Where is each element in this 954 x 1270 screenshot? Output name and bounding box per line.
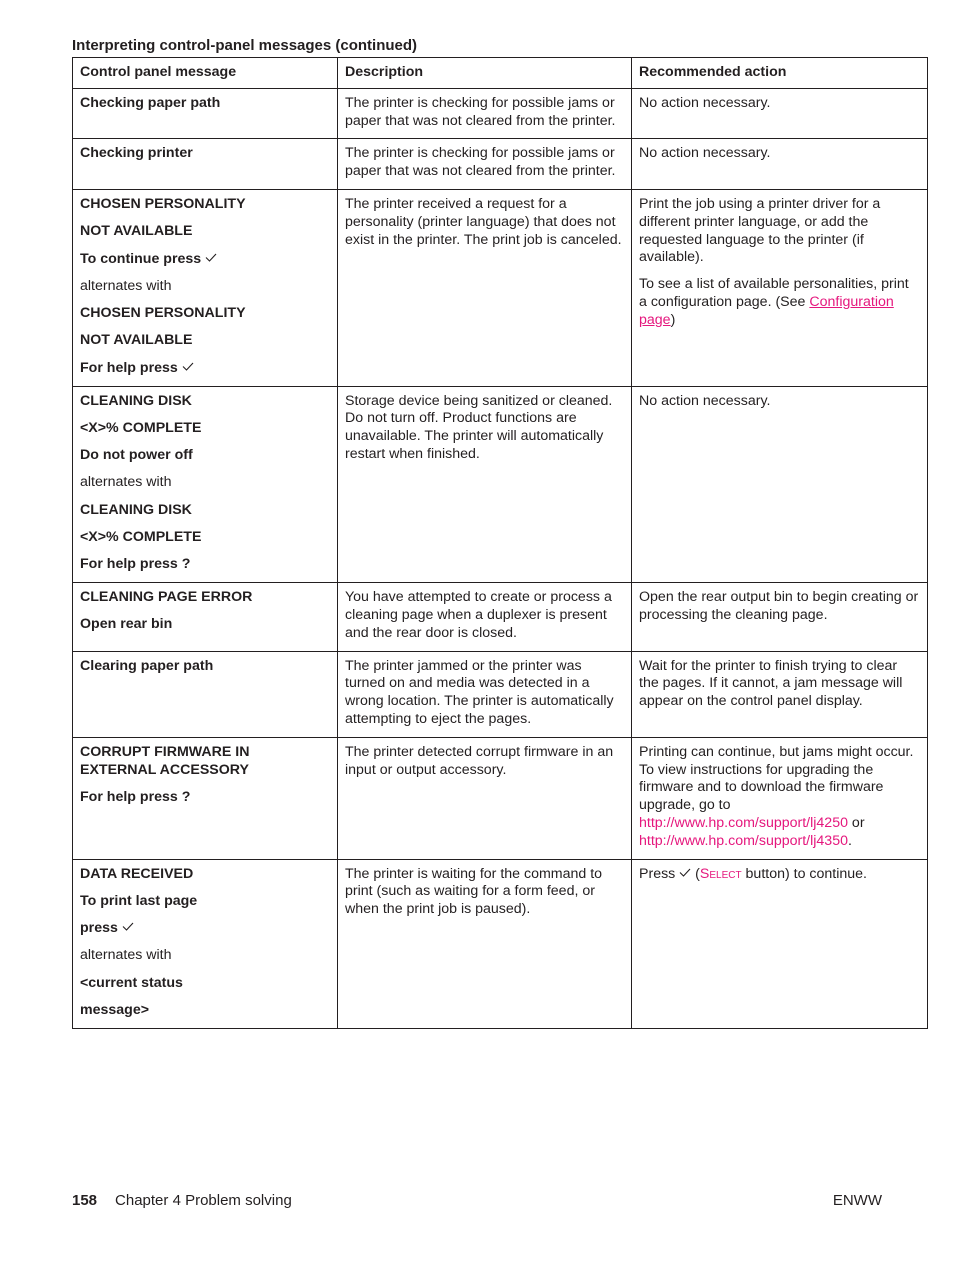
action-paragraph [639,276,920,329]
message-line: <X>% COMPLETE [80,419,202,436]
message-cell [73,386,338,583]
action-cell: No action necessary. [632,139,928,190]
message-line [80,360,330,378]
message-line [80,789,330,807]
message-cell [73,189,338,386]
table-header-row [73,58,928,89]
message-line: CHOSEN PERSONALITY [80,305,246,322]
lj4250-support-link[interactable]: http://www.hp.com/support/lj4250 [639,814,848,831]
action-text: Press [639,865,676,882]
message-line [80,920,330,938]
message-text: press [80,920,118,937]
lj4350-support-link[interactable]: http://www.hp.com/support/lj4350 [639,832,848,849]
message-text: For help press [80,788,178,805]
message-line [80,251,330,269]
action-text: . [847,832,852,849]
message-cell [73,583,338,651]
message-line: Checking printer [80,145,193,162]
action-cell [632,737,928,859]
action-cell: No action necessary. [632,386,928,583]
checkmark-icon [205,253,217,262]
help-key-icon: ? [181,556,191,573]
messages-table [72,57,928,1029]
message-line: To print last page [80,892,198,909]
table-caption: Interpreting control-panel messages (continued) [72,37,418,54]
action-paragraph: Print the job using a printer driver for a different printer language, or add the requested language to the printer (if available). [639,195,881,266]
message-cell [73,88,338,139]
help-key-icon: ? [181,788,191,805]
message-line [80,556,330,574]
description-cell: The printer received a request for a personality (printer language) that does not exist in the printer. The print job is canceled. [338,189,632,386]
message-line: CLEANING PAGE ERROR [80,589,253,606]
message-cell [73,859,338,1028]
message-line: Clearing paper path [80,657,214,674]
action-text: ( [691,865,700,882]
message-line: DATA RECEIVED [80,865,194,882]
message-line: EXTERNAL ACCESSORY [80,761,249,778]
message-line: alternates with [80,277,172,294]
action-cell: Wait for the printer to finish trying to clear the pages. If it cannot, a jam message will appear on the control panel display. [632,651,928,737]
header-control-panel-message: Control panel message [73,58,338,89]
message-text: For help press [80,556,178,573]
message-line: CLEANING DISK [80,392,192,409]
message-text: To continue press [80,250,202,267]
select-key-label: Select [699,865,742,882]
table-row [73,139,928,190]
table-row [73,189,928,386]
message-text: For help press [80,359,178,376]
chapter-title: Chapter 4 Problem solving [115,1192,292,1209]
description-cell: The printer is waiting for the command to print (such as waiting for a form feed, or when the print job is paused). [338,859,632,1028]
message-line: Do not power off [80,447,193,464]
header-recommended-action: Recommended action [632,58,928,89]
action-cell: Open the rear output bin to begin creating or processing the cleaning page. [632,583,928,651]
description-cell: The printer is checking for possible jams or paper that was not cleared from the printer. [338,139,632,190]
action-cell [632,859,928,1028]
message-cell [73,139,338,190]
table-row [73,88,928,139]
configuration-page-link[interactable]: Configuration page [639,293,894,328]
table-row [73,386,928,583]
message-line: Open rear bin [80,616,173,633]
action-text: ) [670,311,676,328]
description-cell: The printer detected corrupt firmware in an input or output accessory. [338,737,632,859]
message-line: alternates with [80,474,172,491]
message-line: alternates with [80,947,172,964]
message-line: <X>% COMPLETE [80,529,202,546]
action-text: or [847,814,865,831]
message-cell [73,737,338,859]
message-line: NOT AVAILABLE [80,223,193,240]
action-cell: No action necessary. [632,88,928,139]
message-line: CORRUPT FIRMWARE IN [80,743,250,760]
description-cell: You have attempted to create or process a cleaning page when a duplexer is present and the rear door is closed. [338,583,632,651]
action-text: To see a list of available personalities, print a configuration page. (See [639,276,909,310]
checkmark-icon [679,868,691,877]
action-text: button) to continue. [741,865,868,882]
description-cell: The printer jammed or the printer was turned on and media was detected in a wrong location. The printer is automatically attempting to eject the pages. [338,651,632,737]
action-text: Printing can continue, but jams might occur. To view instructions for upgrading the firmware and to download the firmware upgrade, go to [639,743,914,814]
page-number: 158 [72,1192,98,1209]
message-line: CHOSEN PERSONALITY [80,195,246,212]
action-cell [632,189,928,386]
page-footer [72,1192,882,1209]
checkmark-icon [182,362,194,371]
table-row [73,651,928,737]
table-row [73,583,928,651]
table-row [73,859,928,1028]
footer-edition: ENWW [832,1192,882,1209]
message-line: <current status [80,974,183,991]
message-line: message> [80,1001,150,1018]
description-cell: The printer is checking for possible jams or paper that was not cleared from the printer. [338,88,632,139]
table-row [73,737,928,859]
header-description: Description [338,58,632,89]
checkmark-icon [122,922,134,931]
message-line: Checking paper path [80,94,221,111]
message-cell [73,651,338,737]
message-line: NOT AVAILABLE [80,332,193,349]
description-cell: Storage device being sanitized or cleaned. Do not turn off. Product functions are unavailable. The printer will automatically restart when finished. [338,386,632,583]
message-line: CLEANING DISK [80,501,192,518]
